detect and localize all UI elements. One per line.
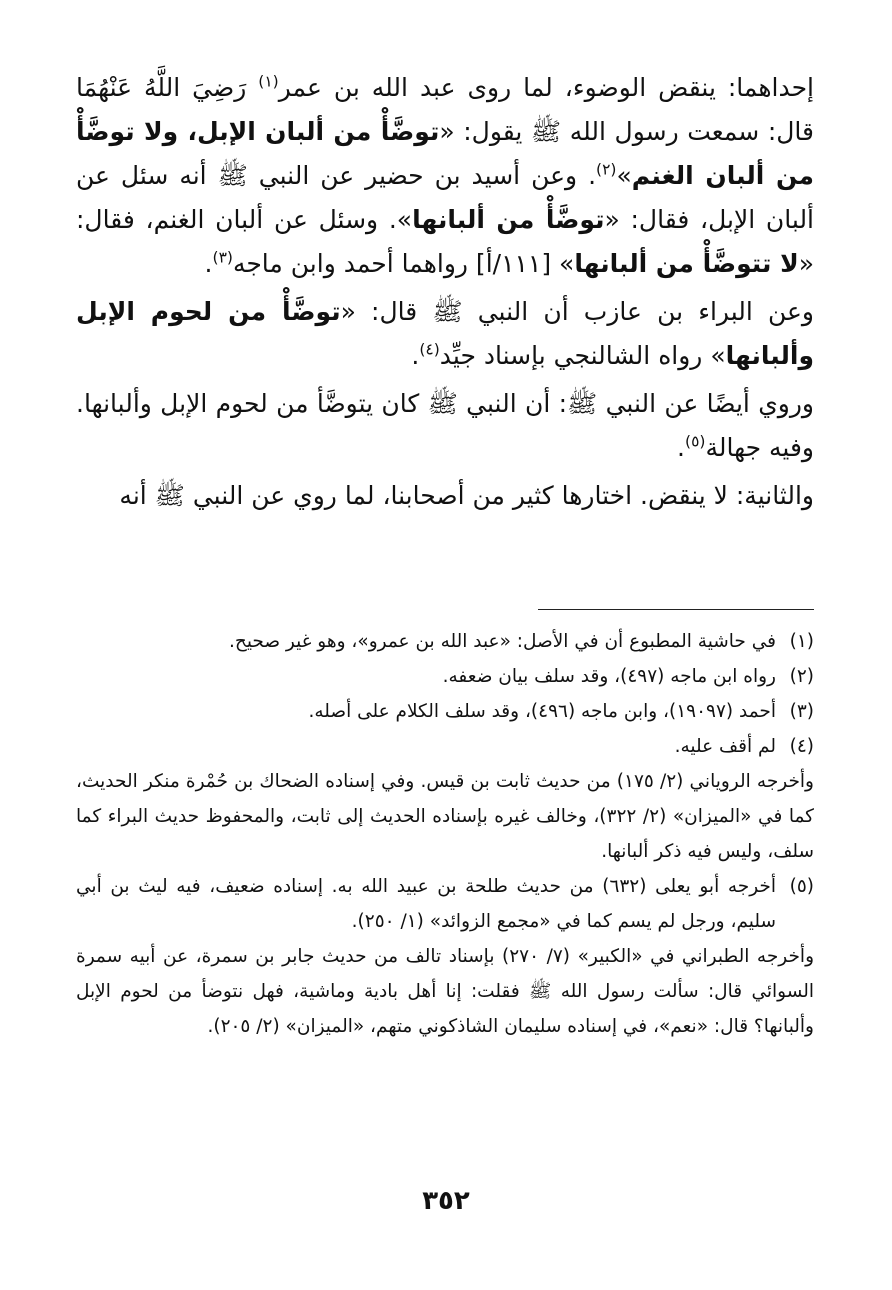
footnote-text: رواه ابن ماجه (٤٩٧)، وقد سلف بيان ضعفه. bbox=[442, 666, 776, 687]
text-run: ». وسئل عن ألبان الغنم، فقال: « bbox=[76, 205, 814, 278]
footnote-ref-2: (٢) bbox=[596, 160, 617, 179]
text-run: . وعن أسيد بن حضير عن النبي ﷺ أنه سئل عن ألبان الإبل، فقال: « bbox=[76, 161, 815, 234]
footnote-ref-5: (٥) bbox=[685, 432, 706, 451]
text-run: . bbox=[204, 249, 213, 278]
text-run: . bbox=[677, 433, 685, 462]
footnote-text: لم أقف عليه. bbox=[674, 736, 776, 757]
hadith-quote: لا تتوضَّأْ من ألبانها bbox=[574, 249, 799, 278]
paragraph-3 bbox=[76, 382, 814, 470]
footnote-5-continuation: وأخرجه الطبراني في «الكبير» (٧/ ٢٧٠) بإسناد تالف من حديث جابر بن سمرة، عن أبيه سمرة السوائي قال: سألت رسول الله ﷺ فقلت: إنا أهل بادية وماشية، فهل نتوضأ من لحوم الإبل وألبانها؟ قال: «نعم»، في إسناده سليمان الشاذكوني متهم، «الميزان» (٢/ ٢٠٥). bbox=[76, 946, 815, 1037]
text-run: . bbox=[411, 341, 420, 370]
hadith-quote: توضَّأْ من ألبانها bbox=[412, 205, 605, 234]
text-run: » bbox=[616, 161, 632, 190]
footnote-number: (٣) bbox=[789, 701, 814, 722]
paragraph-1 bbox=[76, 66, 814, 286]
main-text bbox=[76, 66, 814, 522]
paragraph-4 bbox=[76, 474, 814, 518]
footnote-ref-3: (٣) bbox=[212, 248, 233, 267]
footnote-text: أخرجه أبو يعلى (٦٣٢) من حديث طلحة بن عبيد الله به. إسناده ضعيف، فيه ليث بن أبي سليم، ورجل لم يسم كما في «مجمع الزوائد» (١/ ٢٥٠). bbox=[76, 876, 776, 932]
footnote-5 bbox=[76, 869, 814, 939]
footnote-3 bbox=[76, 694, 814, 729]
footnote-number: (١) bbox=[789, 631, 814, 652]
paragraph-2 bbox=[76, 290, 814, 378]
footnote-1 bbox=[76, 624, 814, 659]
footnote-text: في حاشية المطبوع أن في الأصل: «عبد الله بن عمرو»، وهو غير صحيح. bbox=[229, 631, 776, 652]
text-run: رَضِيَ اللَّهُ عَنْهُمَا قال: سمعت رسول الله ﷺ يقول: « bbox=[76, 73, 814, 146]
text-run: وعن البراء بن عازب أن النبي ﷺ قال: « bbox=[340, 297, 814, 326]
footnote-2 bbox=[76, 659, 814, 694]
footnote-number: (٥) bbox=[789, 876, 814, 897]
footnote-4-continuation: وأخرجه الروياني (٢/ ١٧٥) من حديث ثابت بن قيس. وفي إسناده الضحاك بن حُمْرة منكر الحديث، كما في «الميزان» (٢/ ٣٢٢)، وخالف غيره بإسناده الحديث إلى ثابت، والمحفوظ حديث البراء كما سلف، وليس فيه ذكر ألبانها. bbox=[76, 771, 814, 862]
footnote-4 bbox=[76, 729, 814, 764]
text-run: » [١١١/أ] رواهما أحمد وابن ماجه bbox=[232, 249, 575, 278]
text-run: » رواه الشالنجي بإسناد جيِّد bbox=[439, 341, 726, 370]
hadith-quote: توضَّأْ من ألبان الإبل، ولا توضَّأْ من ألبان الغنم bbox=[76, 117, 814, 190]
footnote-number: (٤) bbox=[789, 736, 814, 757]
text-run: إحداهما: ينقض الوضوء، لما روى عبد الله بن عمر bbox=[278, 73, 814, 102]
footnote-ref-4: (٤) bbox=[419, 340, 440, 359]
footnote-text: أحمد (١٩٠٩٧)، وابن ماجه (٤٩٦)، وقد سلف الكلام على أصله. bbox=[308, 701, 776, 722]
text-run: وروي أيضًا عن النبي ﷺ: أن النبي ﷺ كان يتوضَّأ من لحوم الإبل وألبانها. وفيه جهالة bbox=[76, 389, 814, 462]
footnote-number: (٢) bbox=[789, 666, 814, 687]
page-number: ٣٥٢ bbox=[422, 1186, 470, 1216]
hadith-quote: توضَّأْ من لحوم الإبل وألبانها bbox=[76, 297, 814, 370]
text-run: والثانية: لا ينقض. اختارها كثير من أصحابنا، لما روي عن النبي ﷺ أنه bbox=[119, 481, 814, 510]
footnote-divider bbox=[538, 609, 814, 610]
footnote-ref-1: (١) bbox=[258, 72, 279, 91]
footnotes bbox=[76, 624, 814, 1044]
